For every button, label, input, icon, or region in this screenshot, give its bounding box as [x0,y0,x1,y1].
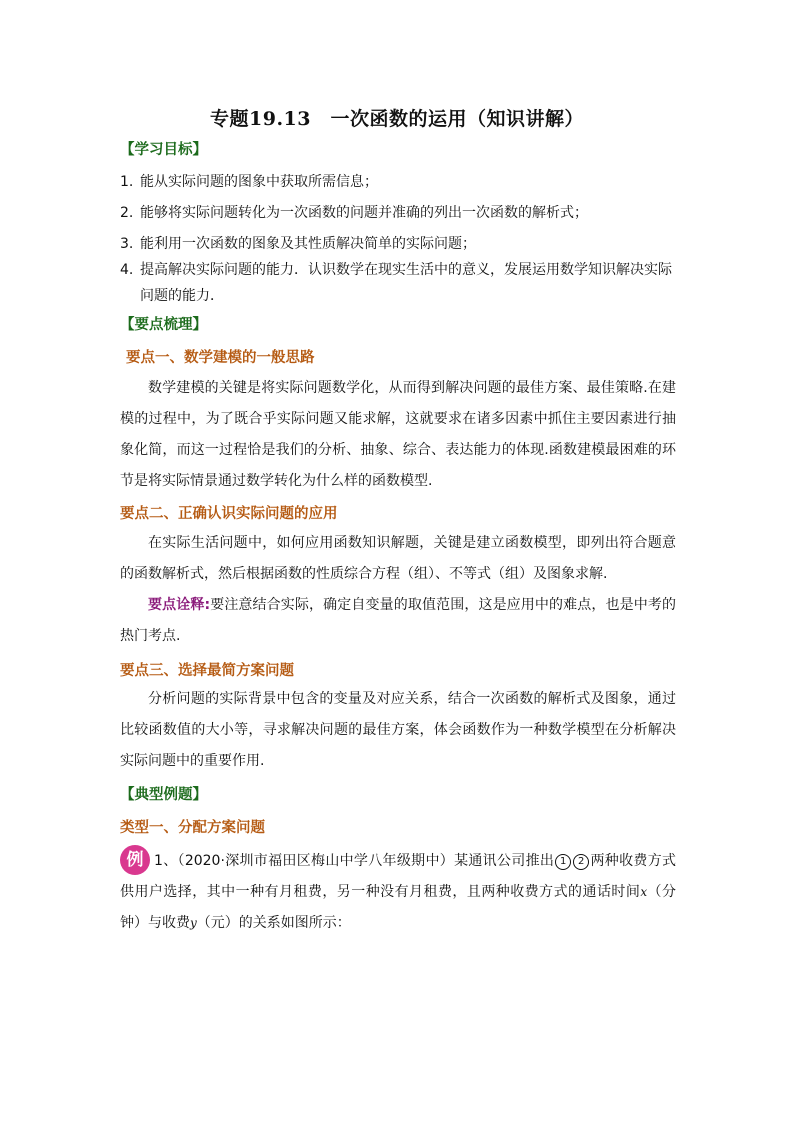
goal-text-continued: 问题的能力． [140,288,224,304]
variable-x: x [640,885,648,899]
circled-one: 1 [555,854,571,870]
goal-text: 能从实际问题的图象中获取所需信息； [140,174,378,190]
example-text-part: 两种收费方式供用户选择，其中一种有月租费，另一种没有月租费，且两种收费方式的通话时间 [120,853,677,900]
example-one-text [120,846,676,939]
example-text-part: 某通讯公司推出 [454,853,555,869]
point-two-text: 在实际生活问题中，如何应用函数知识解题，关键是建立函数模型，即列出符合题意的函数解析式，然后根据函数的性质综合方程（组）、不等式（组）及图象求解. [120,535,676,582]
point-three-text: 分析问题的实际背景中包含的变量及对应关系，结合一次函数的解析式及图象，通过比较函数值的大小等，寻求解决问题的最佳方案，体会函数作为一种数学模型在分析解决实际问题中的重要作用. [120,691,676,769]
page-title: 专题19.13 一次函数的运用（知识讲解） [210,108,584,130]
note-label: 要点诠释: [148,597,211,613]
point-two-note [120,590,676,652]
goal-text: 能利用一次函数的图象及其性质解决简单的实际问题； [140,236,476,252]
circled-two: 2 [573,854,589,870]
goal-item [120,231,680,257]
goal-item [120,200,680,226]
goal-num: 4. [120,262,134,278]
goal-num: 1. [120,174,134,190]
type-one-title: 类型一、分配方案问题 [120,820,265,836]
goal-item [120,257,680,309]
example-num: 1、 [154,853,178,869]
example-icon: 例 [120,845,150,875]
goal-num: 2. [120,205,134,221]
goal-text: 提高解决实际问题的能力．认识数学在现实生活中的意义，发展运用数学知识解决实际 [140,262,672,278]
learning-goals-heading: 【学习目标】 [120,142,207,158]
key-points-heading: 【要点梳理】 [120,317,207,333]
example-source: （2020·深圳市福田区梅山中学八年级期中） [177,853,455,869]
goal-item [120,169,680,195]
point-two-title: 要点二、正确认识实际问题的应用 [120,506,338,522]
goal-num: 3. [120,236,134,252]
example-text-part: （分钟）与收费 [120,884,676,931]
typical-examples-heading: 【典型例题】 [120,787,207,803]
note-text: 要注意结合实际，确定自变量的取值范围，这是应用中的难点，也是中考的热门考点. [120,597,676,644]
point-one-title: 要点一、数学建模的一般思路 [126,350,315,366]
variable-y: y [190,916,197,930]
goal-text: 能够将实际问题转化为一次函数的问题并准确的列出一次函数的解析式； [140,205,588,221]
example-text-part: （元）的关系如图所示： [196,915,351,931]
point-three-title: 要点三、选择最简方案问题 [120,663,294,679]
point-one-text: 数学建模的关键是将实际问题数学化，从而得到解决问题的最佳方案、最佳策略.在建模的过程中，为了既合乎实际问题又能求解，这就要求在诸多因素中抓住主要因素进行抽象化简，而这一过程恰是我们的分析、抽象、综合、表达能力的体现.函数建模最困难的环节是将实际情景通过数学转化为什么样的函数模型. [120,380,676,489]
